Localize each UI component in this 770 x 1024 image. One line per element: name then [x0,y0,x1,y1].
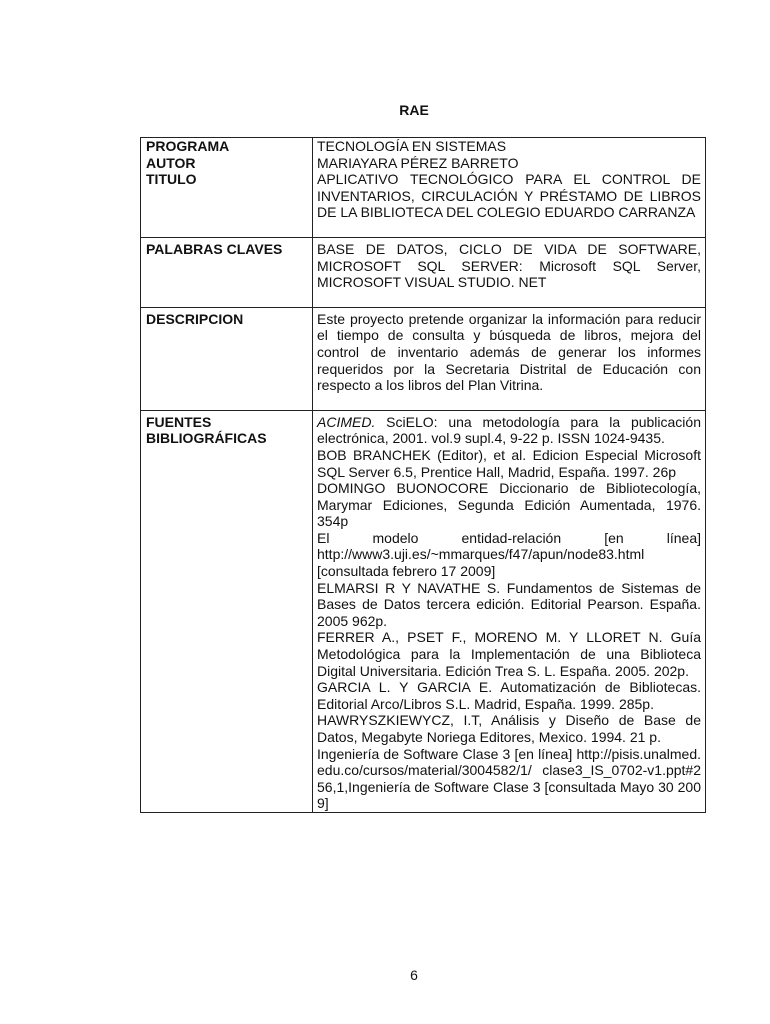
row-palabras-claves [141,237,706,307]
value-fuentes-bibliograficas [313,410,706,812]
row-titulo [141,171,706,237]
label-autor: AUTOR [141,155,313,172]
reference-hawryszkiewycz: HAWRYSZKIEWYCZ, I.T, Análisis y Diseño de Base de Datos, Megabyte Noriega Editores, Mexico. 1994. 21 p. [317,712,701,745]
reference-buonocore: DOMINGO BUONOCORE Diccionario de Bibliotecología, Marymar Ediciones, Segunda Edición Aumentada, 1976. 354p [317,480,701,530]
reference-acimed-rest: SciELO: una metodología para la publicación electrónica, 2001. vol.9 supl.4, 9-22 p. ISSN 1024-9435. [317,413,701,447]
reference-elmarsi-navathe: ELMARSI R Y NAVATHE S. Fundamentos de Sistemas de Bases de Datos tercera edición. Editorial Pearson. España. 2005 962p. [317,579,701,629]
label-fuentes-line1: FUENTES [146,413,212,430]
value-palabras-claves: BASE DE DATOS, CICLO DE VIDA DE SOFTWARE, MICROSOFT SQL SERVER: Microsoft SQL Server, MICROSOFT VISUAL STUDIO. NET [313,237,706,307]
row-fuentes-bibliograficas [141,410,706,812]
row-autor [141,155,706,172]
label-fuentes-bibliograficas [141,410,313,812]
label-titulo: TITULO [141,171,313,237]
value-titulo: APLICATIVO TECNOLÓGICO PARA EL CONTROL DE INVENTARIOS, CIRCULACIÓN Y PRÉSTAMO DE LIBROS DE LA BIBLIOTECA DEL COLEGIO EDUARDO CARRANZA [313,171,706,237]
reference-acimed-italic: ACIMED. [317,413,376,430]
value-autor: MARIAYARA PÉREZ BARRETO [313,155,706,172]
reference-branchek: BOB BRANCHEK (Editor), et al. Edicion Especial Microsoft SQL Server 6.5, Prentice Hall, Madrid, España. 1997. 26p [317,446,701,480]
label-palabras-claves: PALABRAS CLAVES [141,237,313,307]
row-programa [141,138,706,155]
rae-table [140,137,706,813]
label-programa: PROGRAMA [141,138,313,155]
value-programa: TECNOLOGÍA EN SISTEMAS [313,138,706,155]
label-descripcion: DESCRIPCION [141,307,313,410]
reference-ingenieria-software: Ingeniería de Software Clase 3 [en línea] http://pisis.unalmed.edu.co/cursos/material/3004582/1/ clase3_IS_0702-v1.ppt#256,1,Ingeniería de Software Clase 3 [consultada Mayo 30 2009] [317,745,701,812]
reference-acimed [317,414,701,447]
row-descripcion [141,307,706,410]
label-fuentes-line2: BIBLIOGRÁFICAS [146,430,267,447]
page-number: 6 [410,967,418,983]
reference-ferrer: FERRER A., PSET F., MORENO M. Y LLORET N. Guía Metodológica para la Implementación de una Biblioteca Digital Universitaria. Edición Trea S. L. España. 2005. 202p. [317,629,701,679]
reference-garcia: GARCIA L. Y GARCIA E. Automatización de Bibliotecas. Editorial Arco/Libros S.L. Madrid, España. 1999. 285p. [317,679,701,712]
value-descripcion: Este proyecto pretende organizar la información para reducir el tiempo de consulta y búsqueda de libros, mejora del control de inventario además de generar los informes requeridos por la Secretaria Distrital de Educación con respecto a los libros del Plan Vitrina. [313,307,706,410]
document-title: RAE [399,102,429,118]
reference-modelo-entidad-relacion: El modelo entidad-relación [en línea] http://www3.uji.es/~mmarques/f47/apun/node83.html [consultada febrero 17 2009] [317,529,701,580]
